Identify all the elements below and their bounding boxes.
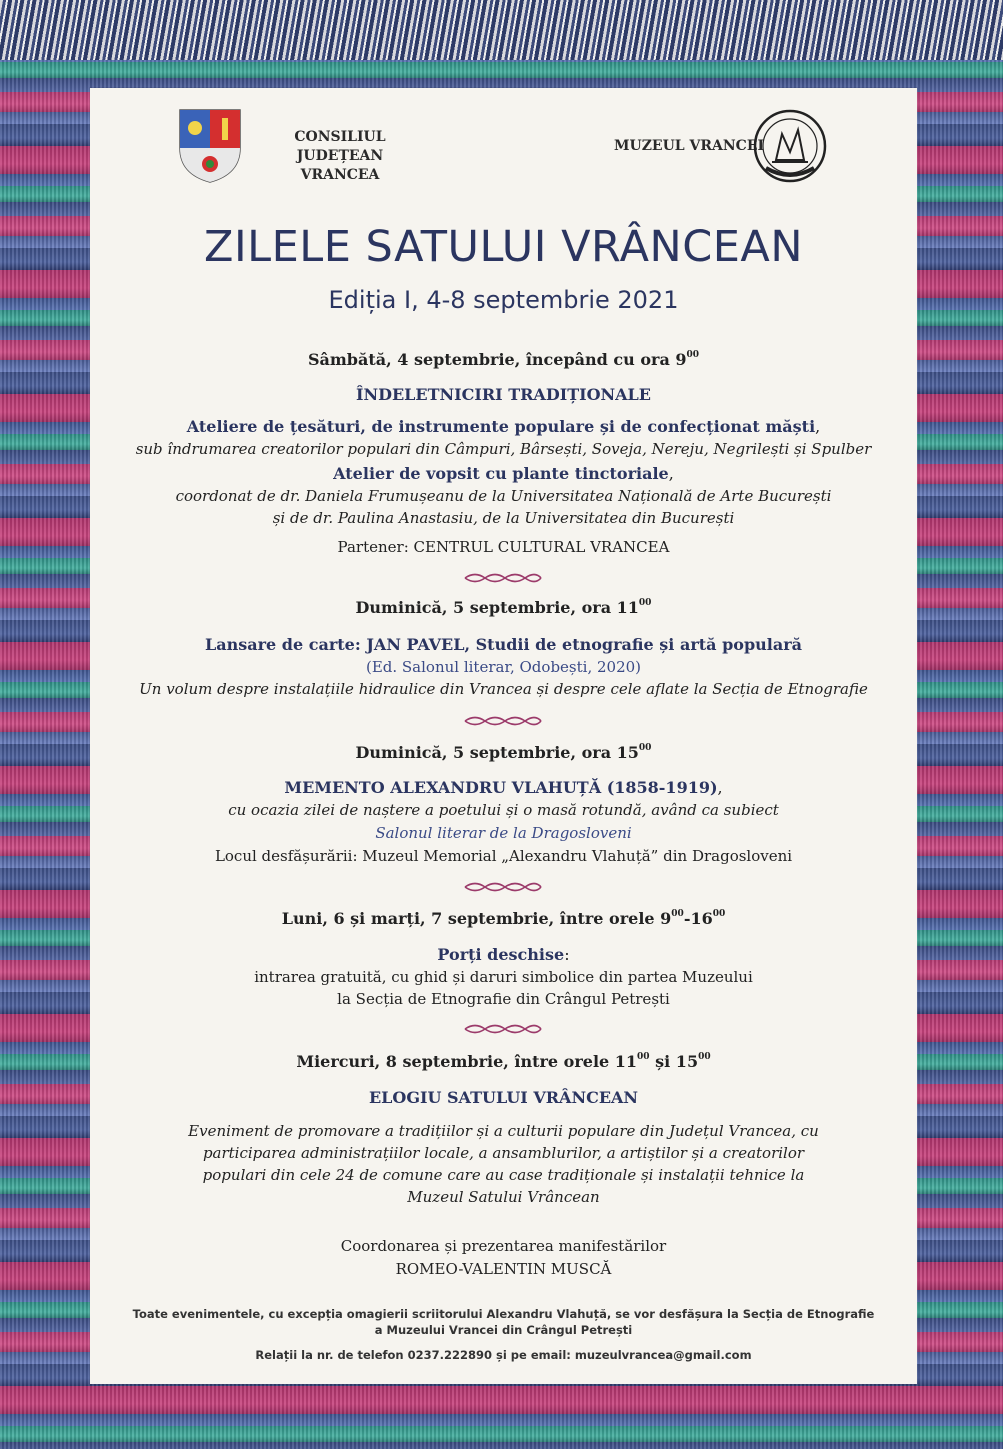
org-left-line1: CONSILIUL JUDEȚEAN <box>294 129 386 164</box>
museum-name: MUZEUL VRANCEI <box>614 138 765 154</box>
event5-desc2: participarea administrațiilor locale, a ansamblurilor, a artiștilor și a creatorilor <box>202 1144 805 1162</box>
event3-title: MEMENTO ALEXANDRU VLAHUȚĂ (1858-1919), <box>284 778 723 797</box>
event4-line2: la Secția de Etnografie din Crângul Petrești <box>337 990 670 1008</box>
event2-title: Lansare de carte: JAN PAVEL, Studii de etnografie și artă populară <box>205 635 802 654</box>
coordination-name: ROMEO-VALENTIN MUSCĂ <box>395 1260 612 1278</box>
ornament-divider-icon <box>463 571 543 585</box>
event3-desc: cu ocazia zilei de naștere a poetului și o masă rotundă, având ca subiect <box>228 801 779 819</box>
event3-location: Locul desfășurării: Muzeul Memorial „Alexandru Vlahuță” din Dragosloveni <box>214 847 793 865</box>
event1-date: Sâmbătă, 4 septembrie, începând cu ora $9^{00}$ <box>307 350 700 369</box>
event3-date: Duminică, 5 septembrie, ora $15^{00}$ <box>355 743 652 762</box>
woven-fringe <box>0 0 1003 60</box>
ornament-divider-icon <box>463 880 543 894</box>
county-council-name <box>250 128 430 185</box>
poster-title: ZILELE SATULUI VRÂNCEAN <box>203 222 803 272</box>
ornament-divider-icon <box>463 1022 543 1036</box>
event4-line1: intrarea gratuită, cu ghid și daruri simbolice din partea Muzeului <box>254 968 753 986</box>
poster-paper <box>90 88 917 1384</box>
county-coat-of-arms-icon <box>178 108 242 184</box>
event4-title: Porți deschise: <box>437 945 570 964</box>
museum-seal-icon <box>752 108 828 184</box>
event5-desc1: Eveniment de promovare a tradițiilor și a culturii populare din Județul Vrancea, cu <box>188 1122 819 1140</box>
footer-note1: Toate evenimentele, cu excepția omagierii scriitorului Alexandru Vlahuță, se vor desfășura la Secția de Etnografie <box>132 1307 875 1321</box>
event5-date: Miercuri, 8 septembrie, între orele $11^{00}$ și $15^{00}$ <box>296 1052 711 1071</box>
event2-date: Duminică, 5 septembrie, ora $11^{00}$ <box>355 598 652 617</box>
event1-workshop2-note1: coordonat de dr. Daniela Frumușeanu de la Universitatea Națională de Arte București <box>175 487 832 505</box>
footer-note2: a Muzeului Vrancei din Crângul Petrești <box>374 1323 633 1337</box>
event1-partner: Partener: CENTRUL CULTURAL VRANCEA <box>337 538 670 556</box>
event2-desc: Un volum despre instalațiile hidraulice din Vrancea și despre cele aflate la Secția de Etnografie <box>139 680 868 698</box>
event1-workshop2: Atelier de vopsit cu plante tinctoriale, <box>333 464 674 483</box>
event4-date: Luni, 6 și marți, 7 septembrie, între orele $9^{00}-16^{00}$ <box>281 909 726 928</box>
event1-workshop1: Ateliere de țesături, de instrumente populare și de confecționat măști, <box>186 417 821 436</box>
event5-desc3: populari din cele 24 de comune care au case tradiționale și instalații tehnice la <box>202 1166 805 1184</box>
event1-workshop2-note2: și de dr. Paulina Anastasiu, de la Universitatea din București <box>272 509 735 527</box>
event3-subject: Salonul literar de la Dragosloveni <box>375 824 632 842</box>
coordination-label: Coordonarea și prezentarea manifestărilor <box>340 1237 667 1255</box>
ornament-divider-icon <box>463 714 543 728</box>
poster-subtitle: Ediția I, 4-8 septembrie 2021 <box>328 286 679 314</box>
event5-desc4: Muzeul Satului Vrâncean <box>407 1188 600 1206</box>
event1-heading: ÎNDELETNICIRI TRADIȚIONALE <box>356 385 651 404</box>
event5-title: ELOGIU SATULUI VRÂNCEAN <box>368 1088 639 1107</box>
org-left-line2: VRANCEA <box>300 167 380 183</box>
event2-edition: (Ed. Salonul literar, Odobești, 2020) <box>365 658 642 676</box>
event1-workshop1-note: sub îndrumarea creatorilor populari din Câmpuri, Bârsești, Soveja, Nereju, Negrilești și Spulber <box>135 440 872 458</box>
footer-contact: Relații la nr. de telefon 0237.222890 și pe email: muzeulvrancea@gmail.com <box>255 1348 752 1362</box>
